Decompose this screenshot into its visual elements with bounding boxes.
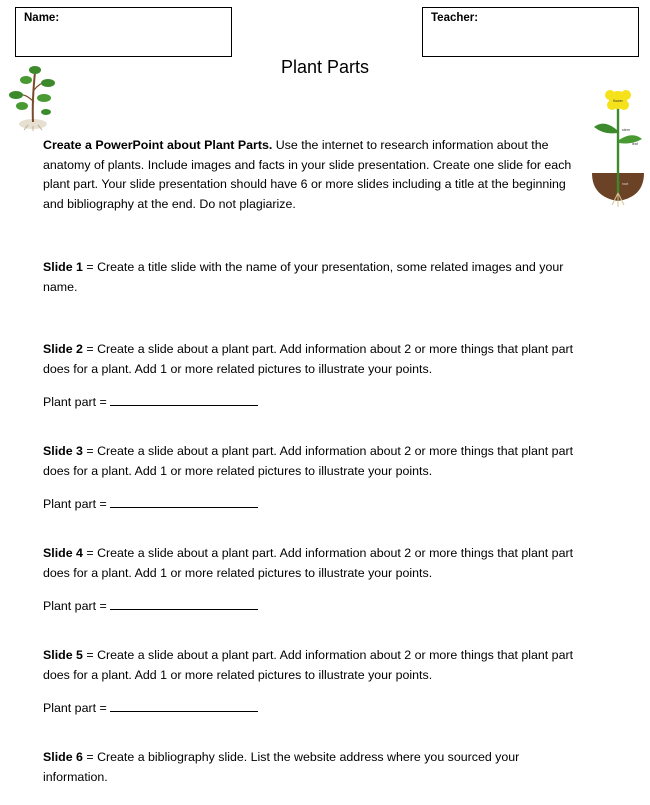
slide-1-instruction [43, 258, 583, 297]
slide-6-text: = Create a bibliography slide. List the website address where you sourced your information. [43, 750, 520, 784]
slide-2-instruction [43, 340, 583, 379]
slide-2-answer-blank[interactable] [110, 393, 258, 406]
slide-5-instruction [43, 646, 583, 685]
slide-3-plant-part-line [43, 495, 258, 512]
slide-3-answer-blank[interactable] [110, 495, 258, 508]
slide-1-text: = Create a title slide with the name of your presentation, some related images and your name. [43, 260, 564, 294]
slide-5-prompt: Plant part = [43, 701, 111, 715]
intro-text: Use the internet to research information about the anatomy of plants. Include images and facts in your slide presentation. Create one slide for each plant part. Your slide presentation should have 6 or more slides including a title at the beginning and bibliography at the end. Do not plagiarize. [43, 138, 572, 211]
slide-6-instruction [43, 748, 583, 787]
label-flower: flower [613, 99, 623, 103]
slide-2-text: = Create a slide about a plant part. Add information about 2 or more things that plant part does for a plant. Add 1 or more related pictures to illustrate your points. [43, 342, 574, 376]
page-title: Plant Parts [280, 57, 370, 77]
slide-4-plant-part-line [43, 597, 258, 614]
slide-3-text: = Create a slide about a plant part. Add information about 2 or more things that plant part does for a plant. Add 1 or more related pictures to illustrate your points. [43, 444, 574, 478]
slide-4-answer-blank[interactable] [110, 597, 258, 610]
intro-bold: Create a PowerPoint about Plant Parts. [43, 138, 273, 152]
label-leaf: leaf [632, 142, 638, 146]
intro-paragraph [43, 136, 575, 214]
plant-parts-diagram [588, 85, 648, 210]
slide-3-label: Slide 3 [43, 444, 83, 458]
slide-4-prompt: Plant part = [43, 599, 111, 613]
slide-6-label: Slide 6 [43, 750, 83, 764]
plant-sprout-image [6, 62, 56, 132]
slide-4-text: = Create a slide about a plant part. Add information about 2 or more things that plant part does for a plant. Add 1 or more related pictures to illustrate your points. [43, 546, 574, 580]
slide-2-prompt: Plant part = [43, 395, 111, 409]
slide-4-instruction [43, 544, 583, 583]
slide-5-plant-part-line [43, 699, 258, 716]
label-root: root [622, 182, 629, 186]
name-field[interactable] [15, 7, 232, 57]
slide-5-text: = Create a slide about a plant part. Add information about 2 or more things that plant part does for a plant. Add 1 or more related pictures to illustrate your points. [43, 648, 574, 682]
slide-4-label: Slide 4 [43, 546, 83, 560]
teacher-label: Teacher: [431, 12, 479, 24]
slide-2-plant-part-line [43, 393, 258, 410]
slide-5-answer-blank[interactable] [110, 699, 258, 712]
label-stem: stem [622, 128, 630, 132]
name-label: Name: [24, 12, 60, 24]
slide-2-label: Slide 2 [43, 342, 83, 356]
teacher-field[interactable] [422, 7, 639, 57]
slide-1-label: Slide 1 [43, 260, 83, 274]
slide-3-instruction [43, 442, 583, 481]
slide-3-prompt: Plant part = [43, 497, 111, 511]
slide-5-label: Slide 5 [43, 648, 83, 662]
